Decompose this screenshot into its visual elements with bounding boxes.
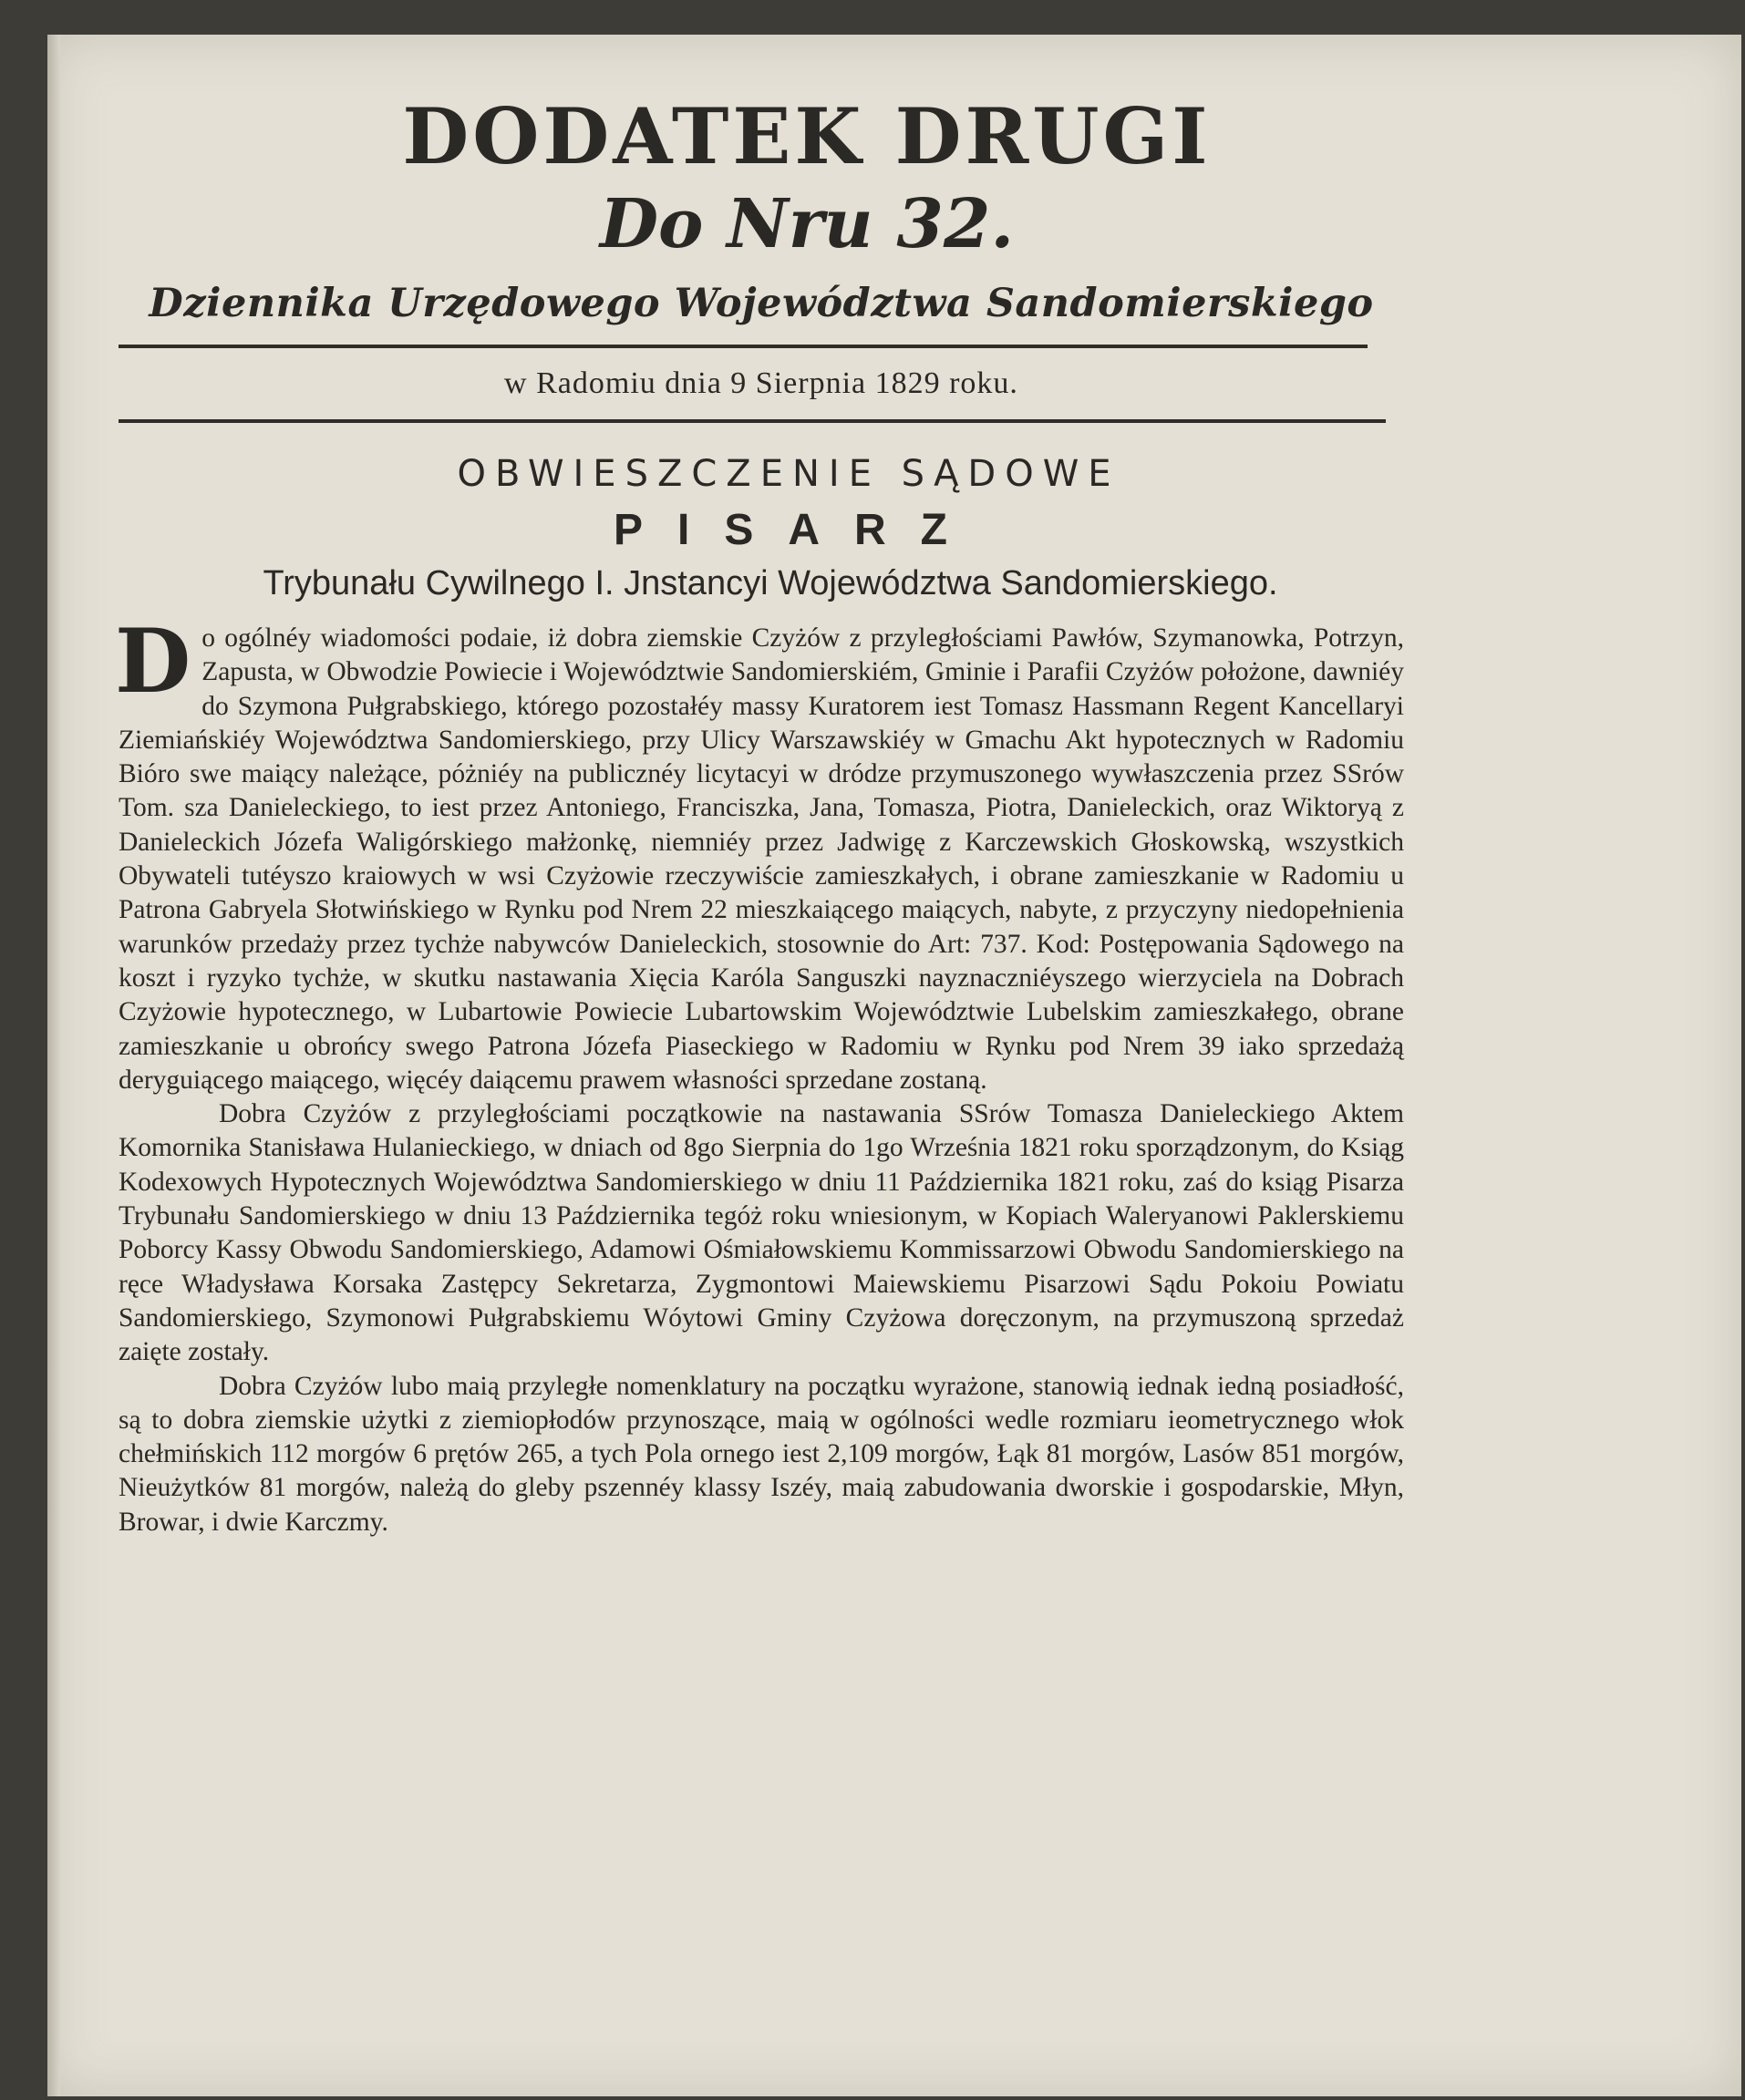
paragraph-1-text: o ogólnéy wiadomości podaie, iż dobra ziemskie Czyżów z przyległościami Pawłów, Szymanowka, Potrzyn, Zapusta, w Obwodzie Powiecie i Województwie Sandomierskiém, Gminie i Parafii Czyżów położone, dawniéy do Szymona Pułgrabskiego, którego pozostałéy massy Kuratorem iest Tomasz Hassmann Regent Kancellaryi Ziemiańskiéy Województwa Sandomierskiego, przy Ulicy Warszawskiéy w Gmachu Akt hypotecznych w Radomiu Bióro swe maiący należące, póżniéy na publicznéy licytacyi w dródze przymuszonego wywłaszczenia przez SSrów Tom. sza Danieleckiego, to iest przez Antoniego, Franciszka, Jana, Tomasza, Piotra, Danieleckich, oraz Wiktoryą z Danieleckich Józefa Waligórskiego małżonkę, niemniéy przez Jadwigę z Karczewskich Głoskowską, wszystkich Obywateli tutéyszo kraiowych w wsi Czyżowie rzeczywiście zamieszkałych, i obrane zamieszkanie w Radomiu u Patrona Gabryela Słotwińskiego w Rynku pod Nrem 22 mieszkaiącego maiących, nabyte, z przyczyny niedopełnienia warunków przedaży przez tychże nabywców Danieleckich, stosownie do Art: 737. Kod: Postępowania Sądowego na koszt i ryzyko tychże, w skutku nastawania Xięcia Karóla Sanguszki nayznaczniéyszego wierzyciela na Dobrach Czyżowie hypotecznego, w Lubartowie Powiecie Lubartowskim Województwie Lubelskim zamieszkałego, obrane zamieszkanie u obrońcy swego Patrona Józefa Piaseckiego w Radomiu w Rynku pod Nrem 39 iako sprzedażą deryguiącego maiącego, więcéy daiącemu prawem własności sprzedane zostaną. <box>119 623 1404 1095</box>
document-content <box>115 91 1404 1539</box>
notice-office: PISARZ <box>613 506 982 554</box>
notice-court: Trybunału Cywilnego I. Jnstancyi Województwa Sandomierskiego. <box>263 564 1278 602</box>
document-title: DODATEK DRUGI <box>402 91 1212 181</box>
page-edge <box>47 35 60 2096</box>
divider-top <box>119 345 1368 348</box>
issue-number: Do Nru 32. <box>599 185 1015 263</box>
paragraph-3: Dobra Czyżów lubo maią przyległe nomenklatury na początku wyrażone, stanowią iednak iedną posiadłość, są to dobra ziemskie użytki z ziemiopłodów przynoszące, maią w ogólności wedle rozmiaru ieometrycznego włok chełmińskich 112 morgów 6 prętów 265, a tych Pola ornego iest 2,109 morgów, Łąk 81 morgów, Lasów 851 morgów, Nieużytków 81 morgów, należą do gleby pszennéy klassy Iszéy, maią zabudowania dworskie i gospodarskie, Młyn, Browar, i dwie Karczmy. <box>119 1371 1404 1537</box>
notice-body <box>115 610 1404 1539</box>
date-line: w Radomiu dnia 9 Sierpnia 1829 roku. <box>504 366 1018 400</box>
notice-heading: OBWIESZCZENIE SĄDOWE <box>457 453 1120 495</box>
paragraph-1 <box>115 610 1404 1097</box>
paragraph-2: Dobra Czyżów z przyległościami początkowie na nastawania SSrów Tomasza Danieleckiego Aktem Komornika Stanisława Hulanieckiego, w dniach od 8go Sierpnia do 1go Września 1821 roku sporządzonym, do Ksiąg Kodexowych Hypotecznych Województwa Sandomierskiego w dniu 11 Października 1821 roku, zaś do ksiąg Pisarza Trybunału Sandomierskiego w dniu 13 Października tegóż roku wniesionym, w Kopiach Waleryanowi Paklerskiemu Poborcy Kassy Obwodu Sandomierskiego, Adamowi Ośmiałowskiemu Kommissarzowi Obwodu Sandomierskiego na ręce Władysława Korsaka Zastępcy Sekretarza, Zygmontowi Maiewskiemu Pisarzowi Sądu Pokoiu Powiatu Sandomierskiego, Szymonowi Pułgrabskiemu Wóytowi Gminy Czyżowa doręczonym, na przymuszoną sprzedaż zaięte zostały. <box>119 1099 1404 1367</box>
drop-cap: D <box>115 610 191 713</box>
divider-bottom <box>119 419 1386 423</box>
journal-name: Dziennika Urzędowego Województwa Sandomierskiego <box>149 281 1374 326</box>
